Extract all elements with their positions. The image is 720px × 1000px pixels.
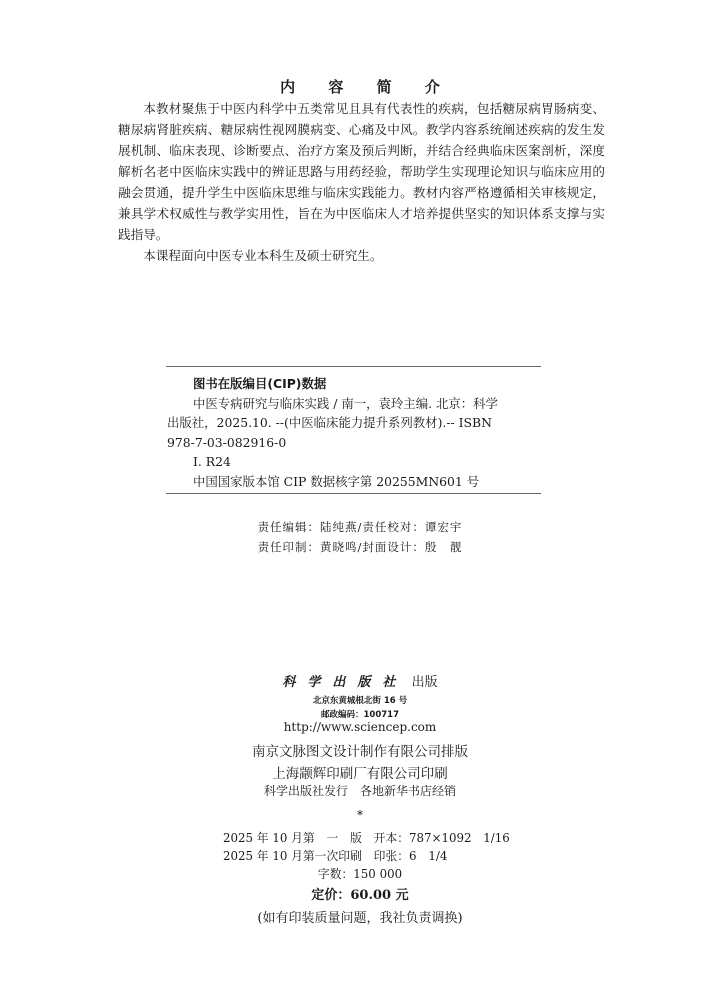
cip-line: 中医专病研究与临床实践 / 南一，袁玲主编. 北京：科学 [193,395,498,411]
publisher-postcode: 邮政编码：100717 [321,710,399,720]
intro-title: 内 容 简 介 [280,78,454,96]
cip-heading: 图书在版编目(CIP)数据 [193,376,327,391]
responsibility-line: 责任编辑：陆纯燕/责任校对：谭宏宇 [257,520,463,534]
separator: * [357,808,363,822]
responsibility-line: 责任印制：黄晓鸣/封面设计：殷 靓 [257,540,463,554]
publish-label: 出版 [411,675,438,690]
cip-block [167,374,539,491]
cip-top-rule [166,366,541,367]
impression-line: 2025 年 10 月第一次印刷 印张：6 1/4 [223,849,448,863]
cip-line: 出版社，2025.10. --(中医临床能力提升系列教材).-- ISBN [167,415,492,430]
quality-notice: (如有印装质量问题，我社负责调换) [257,911,463,926]
cip-line: Ⅰ. R24 [193,454,231,469]
cip-line: 中国国家版本馆 CIP 数据核字第 20255MN601 号 [193,473,480,489]
cip-bottom-rule [166,493,541,494]
price: 定价：60.00 元 [311,888,409,903]
edition-line: 2025 年 10 月第 一 版 开本：787×1092 1/16 [223,831,510,845]
intro-body [118,98,605,266]
distribution-line: 科学出版社发行 各地新华书店经销 [263,784,456,798]
publisher-line [0,671,720,690]
word-count: 字数：150 000 [317,867,403,881]
intro-paragraph: 本课程面向中医专业本科生及硕士研究生。 [143,248,383,263]
cip-line: 978-7-03-082916-0 [167,434,287,450]
publisher-address: 北京东黄城根北街 16 号 [312,696,408,706]
typesetting-line: 南京文脉图文设计制作有限公司排版 [252,744,468,760]
intro-paragraph: 本教材聚焦于中医内科学中五类常见且具有代表性的疾病，包括糖尿病胃肠病变、糖尿病肾脏疾病、糖尿病性视网膜病变、心痛及中风。教学内容系统阐述疾病的发生发展机制、临床表现、诊断要点、治疗方案及预后判断，并结合经典临床医案剖析，深度解析名老中医临床实践中的辨证思路与用药经验，帮助学生实现理论知识与临床应用的融会贯通，提升学生中医临床思维与临床实践能力。教材内容严格遵循相关审核规定，兼具学术权威性与教学实用性，旨在为中医临床人才培养提供坚实的知识体系支撑与实践指导。 [118,101,605,242]
printing-line: 上海颛辉印刷厂有限公司印刷 [272,766,448,782]
publisher-logo: 科学出版社 [282,675,408,690]
publisher-url: http://www.sciencep.com [283,720,437,734]
